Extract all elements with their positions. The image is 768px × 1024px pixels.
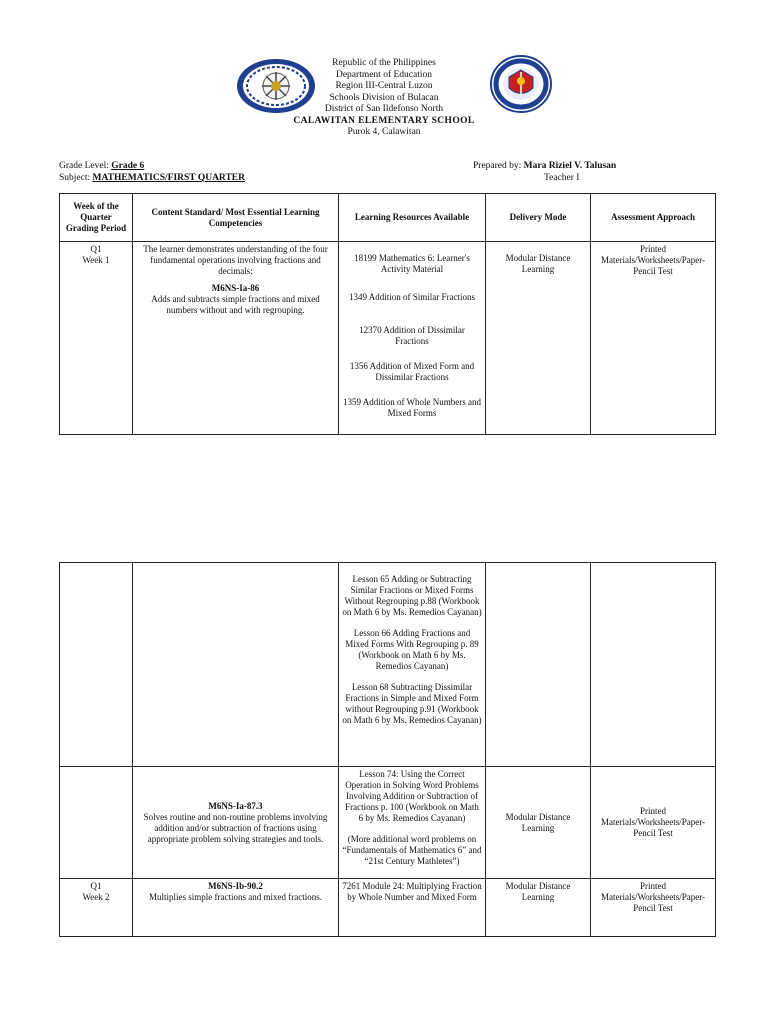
delivery-mode: Modular Distance Learning bbox=[505, 253, 571, 274]
school-address: Purok 4, Calawitan bbox=[347, 127, 421, 137]
delivery-mode: Modular Distance Learning bbox=[505, 811, 571, 833]
content-cell bbox=[133, 767, 339, 879]
subject-label: Subject: bbox=[59, 173, 93, 183]
week-number: Week 1 bbox=[82, 255, 110, 265]
delivery-cell bbox=[486, 563, 591, 767]
header-line-department: Department of Education bbox=[335, 69, 433, 80]
subject-value: MATHEMATICS/FIRST QUARTER bbox=[92, 173, 245, 183]
content-cell bbox=[133, 879, 339, 937]
assessment-cell bbox=[591, 879, 716, 937]
table-row bbox=[60, 879, 716, 937]
resources-cell bbox=[339, 767, 486, 879]
header-assessment: Assessment Approach bbox=[591, 194, 716, 242]
header-week: Week of the Quarter Grading Period bbox=[60, 194, 133, 242]
resource-item: 1356 Addition of Mixed Form and Dissimilar Fractions bbox=[349, 361, 475, 382]
resources-cell bbox=[339, 879, 486, 937]
resources-cell bbox=[339, 242, 486, 435]
resource-item: Lesson 65 Adding or Subtracting Similar Fractions or Mixed Forms Without Regrouping p.88 (Workbook on Math 6 by Ms. Remedios Cayanan) bbox=[342, 574, 482, 617]
school-name: CALAWITAN ELEMENTARY SCHOOL bbox=[293, 115, 475, 126]
competency-code: M6NS-Ib-90.2 bbox=[208, 881, 263, 891]
header-line-district: District of San Ildefonso North bbox=[324, 104, 444, 114]
week-cell bbox=[60, 879, 133, 937]
plan-table-page-2 bbox=[59, 562, 716, 937]
table-row bbox=[60, 563, 716, 767]
assessment-approach: Printed Materials/Worksheets/Paper-Pencil Test bbox=[600, 806, 706, 838]
assessment-approach: Printed Materials/Worksheets/Paper-Pencil Test bbox=[600, 881, 706, 913]
resource-item: 7261 Module 24: Multiplying Fraction by Whole Number and Mixed Form bbox=[342, 881, 482, 902]
resource-item: Lesson 68 Subtracting Dissimilar Fractions in Simple and Mixed Form without Regrouping p.91 (Workbook on Math 6 by Ms. Remedios Cayanan) bbox=[342, 682, 482, 725]
assessment-cell bbox=[591, 242, 716, 435]
week-number: Week 2 bbox=[82, 892, 110, 902]
header-content: Content Standard/ Most Essential Learning Competencies bbox=[133, 194, 339, 242]
table-header-row bbox=[60, 194, 716, 242]
resource-item: (More additional word problems on “Fundamentals of Mathematics 6” and “21st Century Mathletes”) bbox=[342, 834, 482, 866]
table-row bbox=[60, 767, 716, 879]
week-quarter: Q1 bbox=[90, 244, 102, 254]
assessment-cell bbox=[591, 767, 716, 879]
content-cell bbox=[133, 242, 339, 435]
grade-level-value: Grade 6 bbox=[111, 161, 145, 171]
resource-item: Lesson 66 Adding Fractions and Mixed Forms With Regrouping p. 89 (Workbook on Math 6 by Ms. Remedios Cayanan) bbox=[345, 628, 479, 671]
delivery-cell bbox=[486, 879, 591, 937]
week-quarter: Q1 bbox=[90, 881, 102, 891]
grade-level-line bbox=[59, 160, 144, 172]
grade-level-label: Grade Level: bbox=[59, 161, 112, 171]
prepared-by-value: Mara Riziel V. Talusan bbox=[523, 161, 617, 171]
content-cell bbox=[133, 563, 339, 767]
prepared-by-label: Prepared by: bbox=[473, 161, 524, 171]
week-cell bbox=[60, 242, 133, 435]
competency-text: Solves routine and non-routine problems involving addition and/or subtraction of fractions using appropriate problem solving strategies and tools. bbox=[143, 811, 328, 844]
header-line-division: Schools Division of Bulacan bbox=[329, 92, 439, 103]
resources-cell bbox=[339, 563, 486, 767]
plan-table-page-1 bbox=[59, 193, 716, 435]
resource-item: Lesson 74: Using the Correct Operation in Solving Word Problems Involving Addition or Subtraction of Fractions p. 100 (Workbook on Math 6 by Ms. Remedios Cayanan) bbox=[345, 769, 479, 823]
delivery-cell bbox=[486, 242, 591, 435]
competency-text: Multiplies simple fractions and mixed fractions. bbox=[149, 892, 322, 902]
delivery-cell bbox=[486, 767, 591, 879]
header-line-region: Region III-Central Luzon bbox=[335, 81, 433, 91]
table-row bbox=[60, 242, 716, 435]
assessment-cell bbox=[591, 563, 716, 767]
content-intro: The learner demonstrates understanding of the four fundamental operations involving fractions and decimals: bbox=[143, 244, 328, 276]
document-header bbox=[0, 58, 768, 139]
competency-code: M6NS-Ia-87.3 bbox=[208, 800, 263, 811]
assessment-approach: Printed Materials/Worksheets/Paper-Pencil Test bbox=[600, 244, 706, 276]
resource-item: 18199 Mathematics 6: Learner's Activity Material bbox=[354, 253, 470, 274]
competency-code: M6NS-Ia-86 bbox=[211, 283, 260, 293]
resource-item: 1349 Addition of Similar Fractions bbox=[349, 292, 475, 302]
delivery-mode: Modular Distance Learning bbox=[505, 881, 571, 902]
header-delivery: Delivery Mode bbox=[486, 194, 591, 242]
week-cell bbox=[60, 767, 133, 879]
prepared-by-line bbox=[473, 160, 616, 172]
resource-item: 1359 Addition of Whole Numbers and Mixed Forms bbox=[342, 397, 482, 418]
resource-item: 12370 Addition of Dissimilar Fractions bbox=[359, 325, 465, 346]
week-cell bbox=[60, 563, 133, 767]
header-line-republic: Republic of the Philippines bbox=[332, 58, 436, 68]
teacher-position-text: Teacher I bbox=[544, 173, 580, 183]
competency-text: Adds and subtracts simple fractions and mixed numbers without and with regrouping. bbox=[151, 294, 320, 315]
header-resources: Learning Resources Available bbox=[339, 194, 486, 242]
subject-line bbox=[59, 172, 245, 184]
teacher-position bbox=[544, 172, 579, 184]
